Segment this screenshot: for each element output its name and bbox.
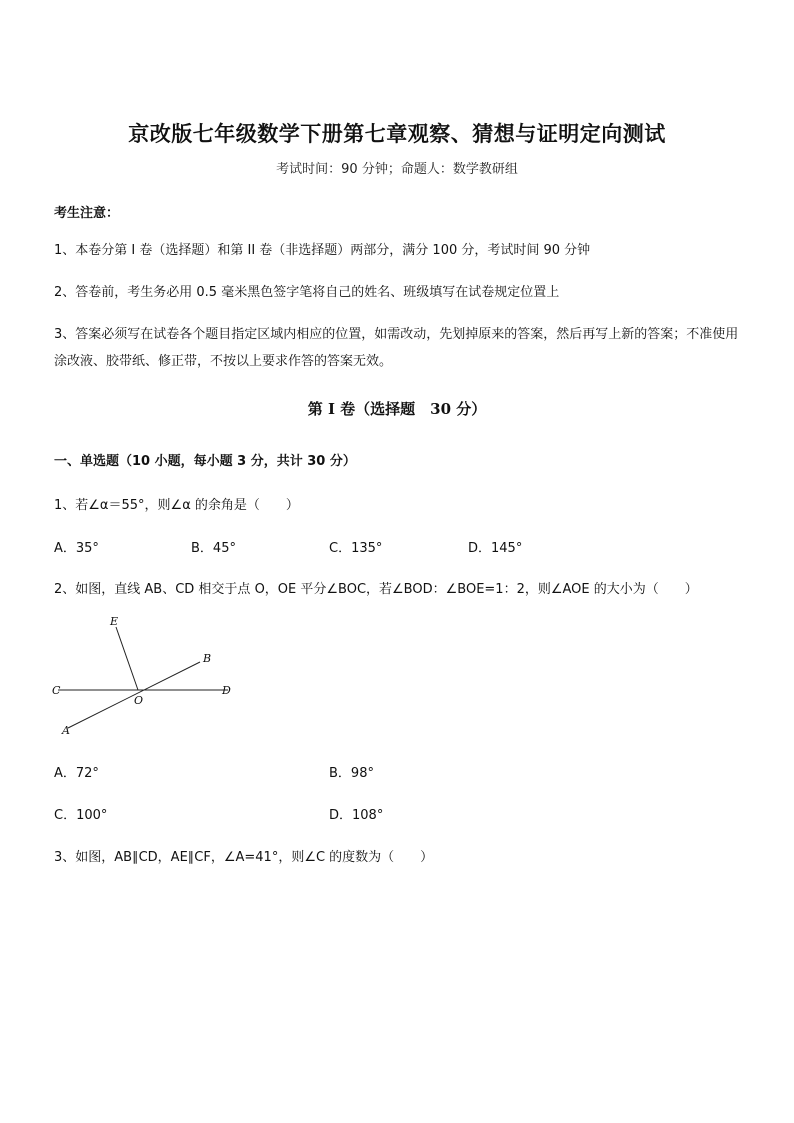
question-2-stem: 2、如图，直线 AB、CD 相交于点 O，OE 平分∠BOC，若∠BOD：∠BOE=1：2，则∠AOE 的大小为（ ）: [54, 582, 698, 597]
notice-item-1: 1、本卷分第 I 卷（选择题）和第 II 卷（非选择题）两部分，满分 100 分，考试时间 90 分钟: [54, 243, 591, 258]
question-2-option-b[interactable]: B．98°: [329, 766, 374, 781]
label-d: D: [222, 684, 231, 697]
label-b: B: [203, 652, 212, 665]
question-2-option-a[interactable]: A．72°: [54, 766, 99, 781]
question-1-option-b[interactable]: B．45°: [191, 541, 236, 556]
label-c: C: [52, 684, 61, 697]
question-2-figure: [48, 612, 248, 742]
exam-title: 京改版七年级数学下册第七章观察、猜想与证明定向测试: [128, 121, 666, 146]
section-title: 第 I 卷（选择题 30 分）: [307, 400, 487, 418]
label-o: O: [134, 694, 144, 707]
question-1-option-c[interactable]: C．135°: [329, 541, 383, 556]
question-1-option-d[interactable]: D．145°: [468, 541, 523, 556]
notice-item-3: 3、答案必须写在试卷各个题目指定区域内相应的位置，如需改动，先划掉原来的答案，然后再写上新的答案；不准使用涂改液、胶带纸、修正带，不按以上要求作答的答案无效。: [54, 327, 739, 369]
notice-item-2: 2、答卷前，考生务必用 0.5 毫米黑色签字笔将自己的姓名、班级填写在试卷规定位置上: [54, 285, 560, 300]
question-1-option-a[interactable]: A．35°: [54, 541, 99, 556]
question-2-option-d[interactable]: D．108°: [329, 808, 384, 823]
label-a: A: [62, 724, 70, 737]
label-e: E: [110, 615, 119, 628]
part-heading: 一、单选题（10 小题，每小题 3 分，共计 30 分）: [54, 454, 356, 469]
question-1-stem: 1、若∠α＝55°，则∠α 的余角是（ ）: [54, 498, 299, 513]
question-2-option-c[interactable]: C．100°: [54, 808, 108, 823]
ray-oe: [116, 627, 138, 690]
exam-subtitle: 考试时间：90 分钟；命题人：数学教研组: [276, 162, 518, 177]
question-3-stem: 3、如图，AB∥CD，AE∥CF，∠A=41°，则∠C 的度数为（ ）: [54, 850, 434, 865]
notice-heading: 考生注意：: [54, 206, 120, 221]
